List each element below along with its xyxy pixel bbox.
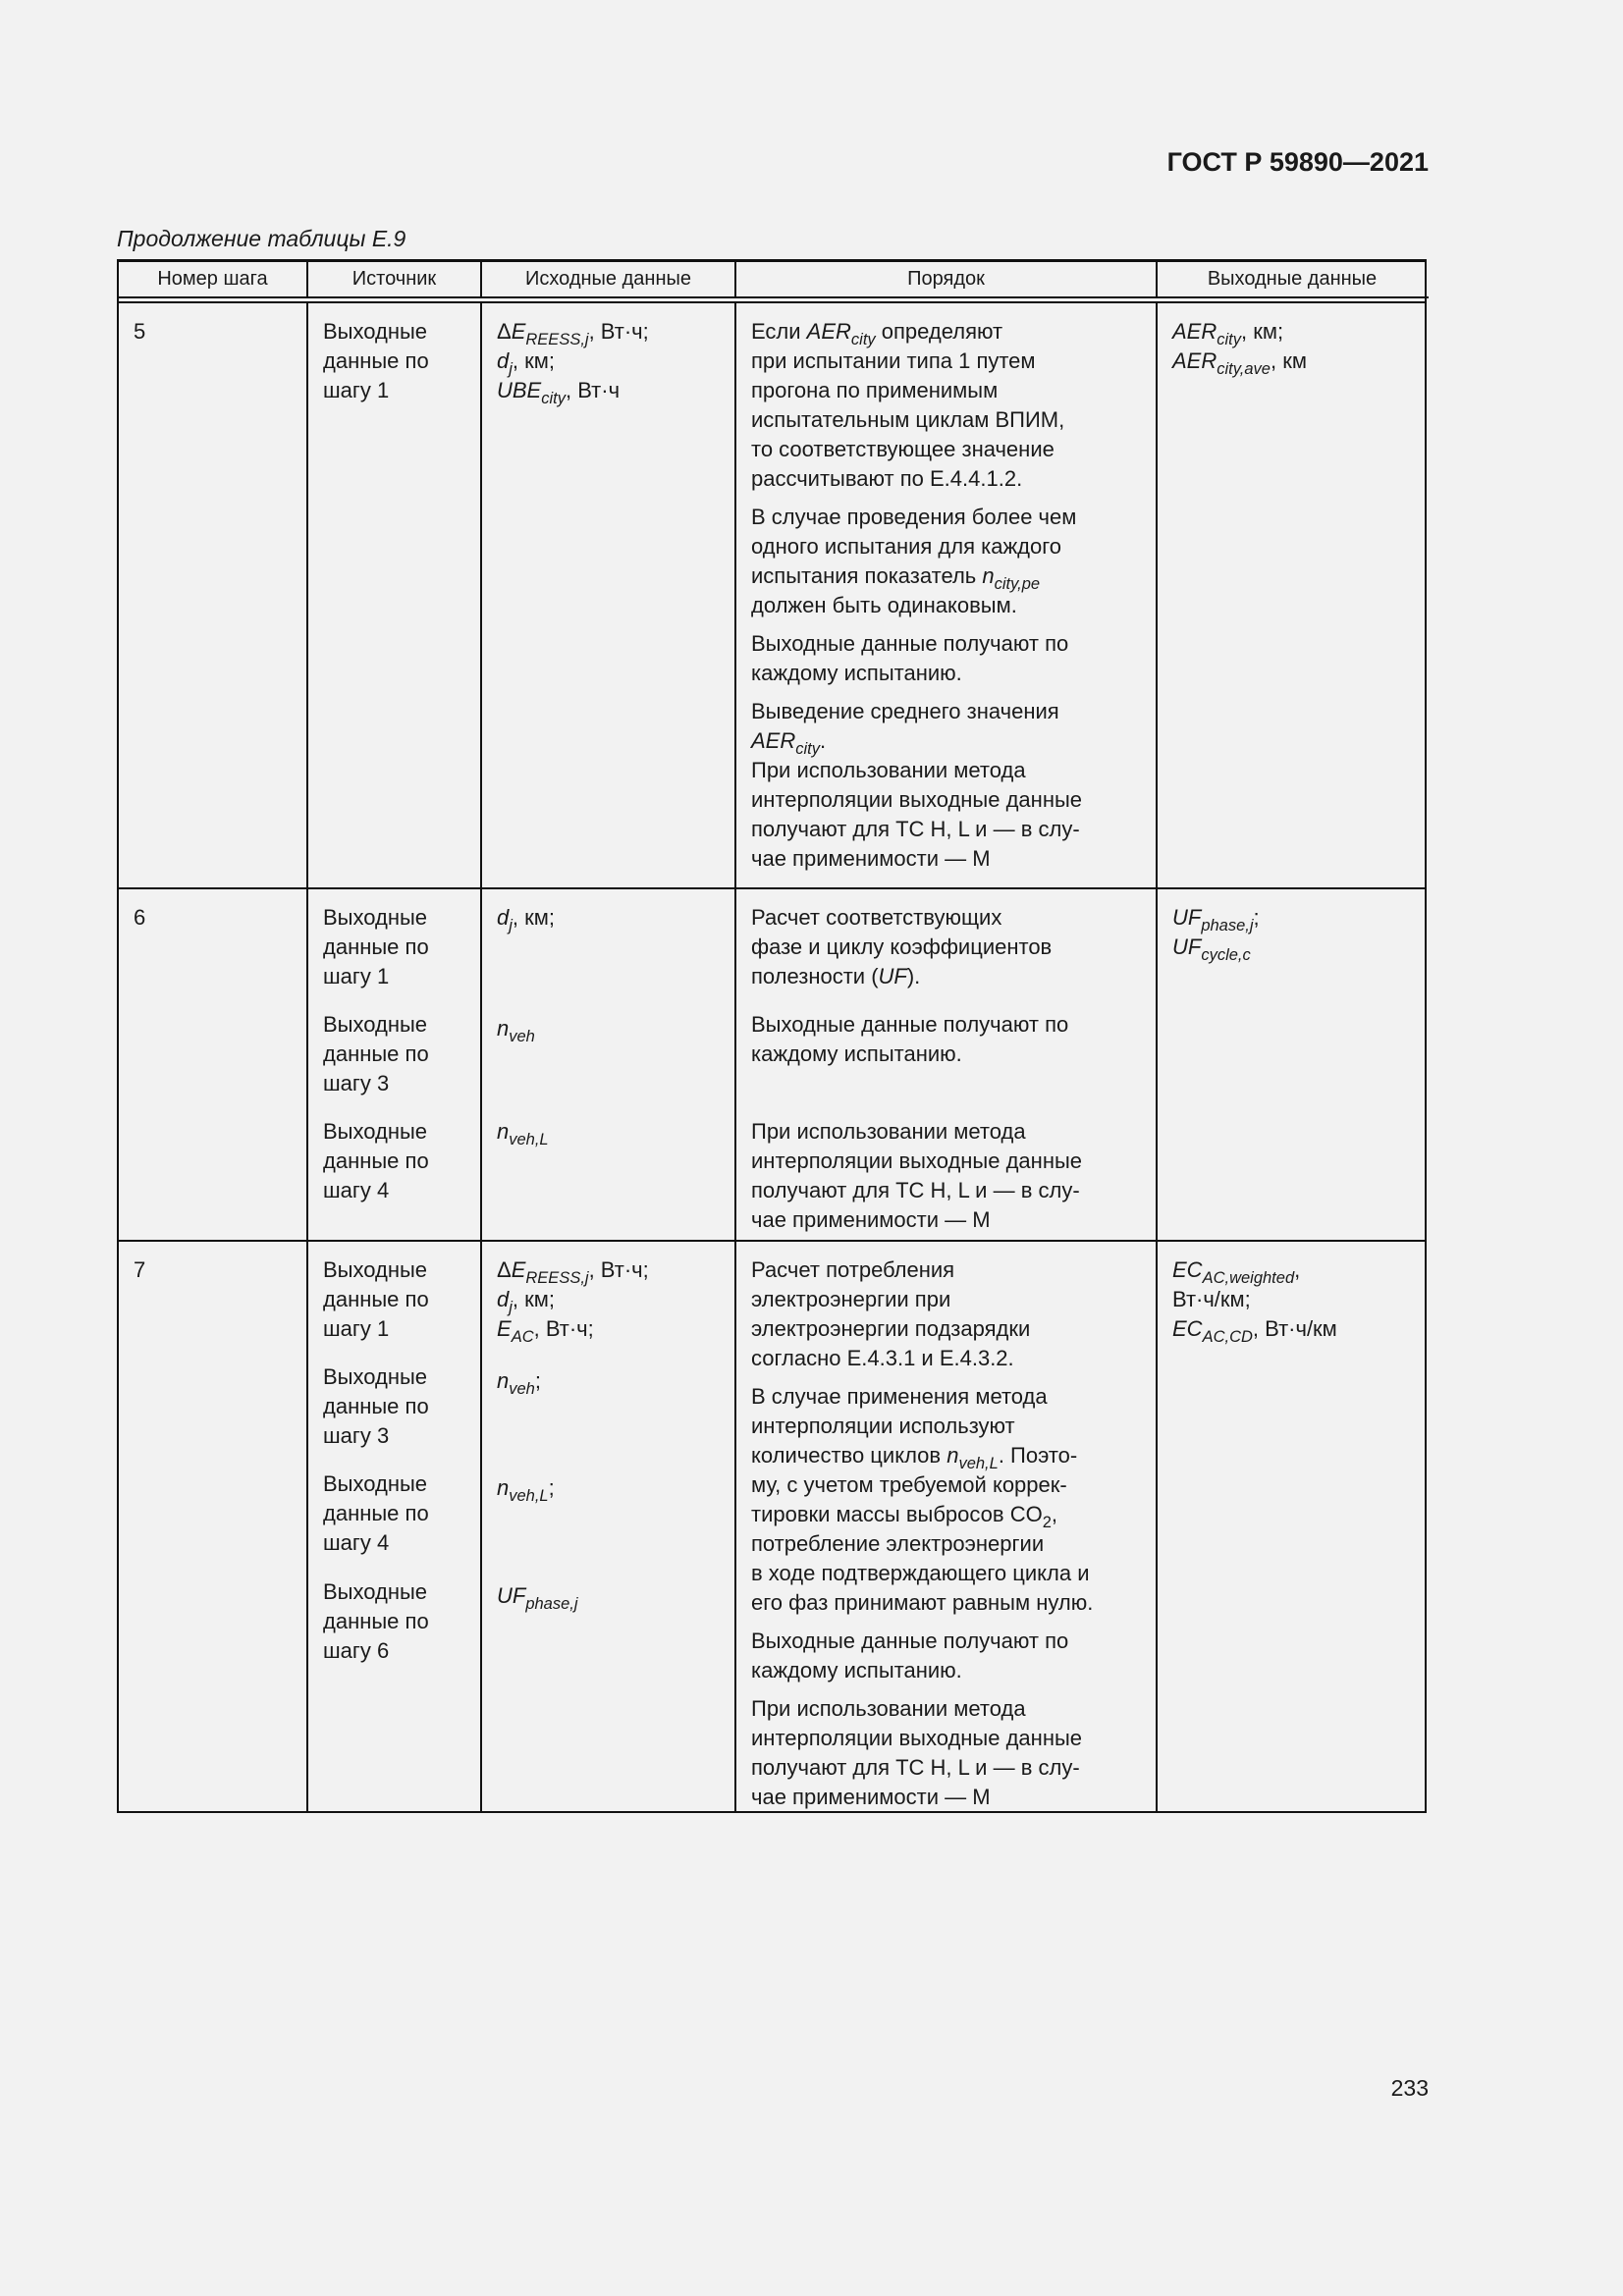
text-line: при испытании типа 1 путем bbox=[751, 348, 1036, 373]
text-line bbox=[497, 317, 727, 347]
subscript: phase,j bbox=[1201, 917, 1254, 935]
text-segment: испытания показатель bbox=[751, 563, 983, 588]
document-code: ГОСТ Р 59890—2021 bbox=[1166, 147, 1429, 177]
input-block bbox=[497, 1014, 727, 1046]
text-line: фазе и циклу коэффициентов bbox=[751, 934, 1053, 959]
text-segment: Δ bbox=[497, 319, 512, 344]
text-segment: d bbox=[497, 1287, 510, 1311]
text-line bbox=[497, 903, 727, 933]
text-line bbox=[497, 1014, 727, 1046]
subscript: cycle,c bbox=[1201, 946, 1251, 965]
source-block bbox=[323, 1117, 472, 1205]
text-line: Выходные bbox=[323, 1012, 428, 1037]
text-segment: n bbox=[982, 563, 995, 588]
text-line: получают для ТС H, L и — в слу- bbox=[751, 1178, 1080, 1202]
cell-output bbox=[1158, 889, 1427, 1240]
text-segment: , км; bbox=[512, 348, 556, 373]
subscript: veh bbox=[509, 1028, 535, 1046]
text-line: Выходные данные получают по bbox=[751, 1012, 1069, 1037]
text-segment: EC bbox=[1172, 1257, 1203, 1282]
text-line: шагу 3 bbox=[323, 1071, 390, 1095]
text-line: каждому испытанию. bbox=[751, 661, 962, 685]
text-segment: ; bbox=[1253, 905, 1260, 930]
input-block bbox=[497, 1473, 727, 1506]
text-line: каждому испытанию. bbox=[751, 1041, 962, 1066]
text-segment: , км; bbox=[512, 905, 556, 930]
subscript: j bbox=[509, 360, 513, 379]
text-line: шагу 4 bbox=[323, 1530, 390, 1555]
text-line bbox=[751, 561, 1148, 594]
text-line bbox=[497, 1581, 727, 1614]
subscript: city bbox=[541, 390, 566, 408]
header-divider bbox=[119, 296, 1429, 298]
text-line: чае применимости — M bbox=[751, 1207, 991, 1232]
text-segment: , bbox=[1294, 1257, 1301, 1282]
text-line: В случае проведения более чем bbox=[751, 505, 1077, 529]
procedure-block bbox=[751, 1382, 1148, 1618]
text-segment: UF bbox=[1172, 934, 1202, 959]
text-line: Выходные bbox=[323, 1119, 428, 1144]
column-header-source: Источник bbox=[308, 262, 482, 296]
text-segment: Δ bbox=[497, 1257, 512, 1282]
text-line: Выведение среднего значения bbox=[751, 699, 1059, 723]
subscript: AC,weighted bbox=[1202, 1269, 1295, 1288]
subscript: veh bbox=[509, 1380, 535, 1399]
text-segment: UF bbox=[497, 1583, 526, 1608]
procedure-block bbox=[751, 317, 1148, 494]
text-line: его фаз принимают равным нулю. bbox=[751, 1590, 1094, 1615]
cell-procedure bbox=[736, 1242, 1158, 1811]
cell-step bbox=[119, 889, 308, 1240]
output-block bbox=[1172, 903, 1419, 965]
input-block bbox=[497, 1255, 727, 1347]
column-header-procedure: Порядок bbox=[736, 262, 1158, 296]
text-segment: n bbox=[947, 1443, 959, 1468]
cell-source bbox=[308, 889, 482, 1240]
text-line bbox=[497, 1366, 727, 1399]
text-line: интерполяции используют bbox=[751, 1414, 1015, 1438]
text-line: шагу 6 bbox=[323, 1638, 390, 1663]
subscript: city bbox=[795, 740, 820, 759]
text-line: Расчет соответствующих bbox=[751, 905, 1002, 930]
input-block bbox=[497, 317, 727, 408]
column-header-step: Номер шага bbox=[119, 262, 308, 296]
text-line bbox=[497, 376, 727, 408]
procedure-block bbox=[751, 629, 1148, 688]
source-block bbox=[323, 1362, 472, 1451]
text-segment: , Вт·ч; bbox=[588, 319, 649, 344]
text-line: шагу 4 bbox=[323, 1178, 390, 1202]
procedure-block bbox=[751, 1694, 1148, 1812]
source-block bbox=[323, 317, 472, 405]
subscript: REESS,j bbox=[525, 1269, 589, 1288]
subscript: 2 bbox=[1042, 1514, 1052, 1532]
cell-procedure bbox=[736, 303, 1158, 887]
step-number: 5 bbox=[134, 319, 146, 344]
text-line: Выходные bbox=[323, 905, 428, 930]
subscript: AC bbox=[511, 1328, 534, 1347]
text-line: данные по bbox=[323, 1287, 429, 1311]
procedure-block bbox=[751, 1255, 1148, 1373]
text-segment: . Поэто- bbox=[998, 1443, 1078, 1468]
source-block bbox=[323, 1255, 472, 1344]
text-segment: UBE bbox=[497, 378, 542, 402]
text-line: потребление электроэнергии bbox=[751, 1531, 1045, 1556]
procedure-block bbox=[751, 503, 1148, 620]
text-segment: d bbox=[497, 905, 510, 930]
procedure-block bbox=[751, 1627, 1148, 1685]
text-line bbox=[1172, 903, 1419, 933]
text-segment: , км; bbox=[1241, 319, 1284, 344]
procedure-block bbox=[751, 1010, 1148, 1069]
subscript: veh,L bbox=[958, 1455, 999, 1473]
text-line: электроэнергии при bbox=[751, 1287, 951, 1311]
cell-input bbox=[482, 1242, 736, 1811]
text-line: должен быть одинаковым. bbox=[751, 593, 1017, 617]
subscript: city,pe bbox=[994, 575, 1041, 594]
output-block bbox=[1172, 317, 1419, 379]
text-line bbox=[497, 1285, 727, 1317]
text-line bbox=[497, 1255, 727, 1288]
source-block bbox=[323, 1577, 472, 1666]
table-row bbox=[117, 1242, 1427, 1813]
text-segment: ). bbox=[906, 964, 921, 988]
text-segment: AER bbox=[1172, 319, 1217, 344]
subscript: veh,L bbox=[509, 1131, 549, 1149]
text-line bbox=[1172, 1255, 1419, 1288]
text-line bbox=[751, 317, 1148, 347]
cell-step bbox=[119, 1242, 308, 1811]
text-line bbox=[751, 1500, 1148, 1532]
text-line: получают для ТС H, L и — в слу- bbox=[751, 817, 1080, 841]
text-line: данные по bbox=[323, 1394, 429, 1418]
text-line: согласно E.4.3.1 и E.4.3.2. bbox=[751, 1346, 1014, 1370]
text-segment: n bbox=[497, 1368, 510, 1393]
text-line bbox=[751, 726, 1148, 759]
subscript: city,ave bbox=[1217, 360, 1271, 379]
output-block bbox=[1172, 1255, 1419, 1347]
text-segment: AER bbox=[806, 319, 851, 344]
page-number: 233 bbox=[1390, 2075, 1429, 2101]
text-line: Выходные данные получают по bbox=[751, 631, 1069, 656]
text-segment: n bbox=[497, 1119, 510, 1144]
text-line: испытательным циклам ВПИМ, bbox=[751, 407, 1065, 432]
text-line: При использовании метода bbox=[751, 1119, 1026, 1144]
step-number: 7 bbox=[134, 1257, 146, 1282]
text-line: В случае применения метода bbox=[751, 1384, 1048, 1409]
text-segment: E bbox=[497, 1316, 512, 1341]
text-line: чае применимости — M bbox=[751, 1785, 991, 1809]
subscript: j bbox=[509, 1299, 513, 1317]
text-segment: тировки массы выбросов CO bbox=[751, 1502, 1043, 1526]
table-row bbox=[117, 889, 1427, 1242]
text-line: Расчет потребления bbox=[751, 1257, 955, 1282]
step-number: 6 bbox=[134, 905, 146, 930]
subscript: AC,CD bbox=[1202, 1328, 1253, 1347]
subscript: city bbox=[850, 331, 876, 349]
text-line: Выходные bbox=[323, 1579, 428, 1604]
subscript: veh,L bbox=[509, 1487, 549, 1506]
text-segment: определяют bbox=[875, 319, 1003, 344]
input-block bbox=[497, 1581, 727, 1614]
text-segment: AER bbox=[751, 728, 796, 753]
text-line bbox=[1172, 317, 1419, 347]
text-line: му, с учетом требуемой коррек- bbox=[751, 1472, 1067, 1497]
cell-source bbox=[308, 303, 482, 887]
procedure-block bbox=[751, 1117, 1148, 1235]
text-segment: , Вт·ч; bbox=[588, 1257, 649, 1282]
text-line bbox=[751, 1441, 1148, 1473]
procedure-block bbox=[751, 903, 1148, 991]
table-header bbox=[117, 259, 1427, 303]
text-line bbox=[1172, 933, 1419, 965]
text-segment: Если bbox=[751, 319, 807, 344]
text-segment: ; bbox=[548, 1475, 555, 1500]
text-line bbox=[497, 1117, 727, 1147]
text-line: шагу 3 bbox=[323, 1423, 390, 1448]
text-line bbox=[751, 962, 1148, 991]
text-line: шагу 1 bbox=[323, 1316, 390, 1341]
input-block bbox=[497, 1117, 727, 1147]
text-line: При использовании метода bbox=[751, 758, 1026, 782]
text-segment: . bbox=[820, 728, 827, 753]
text-segment: AER bbox=[1172, 348, 1217, 373]
text-line: в ходе подтверждающего цикла и bbox=[751, 1561, 1090, 1585]
text-line: При использовании метода bbox=[751, 1696, 1026, 1721]
text-segment: , Вт·ч/км bbox=[1252, 1316, 1337, 1341]
subscript: j bbox=[509, 917, 513, 935]
text-line: Выходные bbox=[323, 319, 428, 344]
text-line bbox=[497, 1314, 727, 1347]
cell-source bbox=[308, 1242, 482, 1811]
text-segment: d bbox=[497, 348, 510, 373]
text-segment: , км; bbox=[512, 1287, 556, 1311]
text-line: шагу 1 bbox=[323, 378, 390, 402]
text-line: данные по bbox=[323, 348, 429, 373]
text-line: интерполяции выходные данные bbox=[751, 1148, 1083, 1173]
procedure-block bbox=[751, 697, 1148, 874]
text-line: данные по bbox=[323, 1148, 429, 1173]
text-segment: , км bbox=[1270, 348, 1307, 373]
text-line: шагу 1 bbox=[323, 964, 390, 988]
text-line: интерполяции выходные данные bbox=[751, 787, 1083, 812]
text-line: данные по bbox=[323, 934, 429, 959]
source-block bbox=[323, 903, 472, 991]
text-line: каждому испытанию. bbox=[751, 1658, 962, 1682]
table-row bbox=[117, 303, 1427, 889]
text-line: то соответствующее значение bbox=[751, 437, 1055, 461]
subscript: phase,j bbox=[525, 1595, 578, 1614]
table-caption: Продолжение таблицы E.9 bbox=[117, 226, 406, 251]
cell-step bbox=[119, 303, 308, 887]
text-line: Выходные bbox=[323, 1257, 428, 1282]
text-line: Выходные данные получают по bbox=[751, 1629, 1069, 1653]
text-line: рассчитывают по E.4.4.1.2. bbox=[751, 466, 1023, 491]
text-segment: n bbox=[497, 1475, 510, 1500]
text-segment: , Вт·ч; bbox=[533, 1316, 594, 1341]
text-line: данные по bbox=[323, 1609, 429, 1633]
text-segment: EC bbox=[1172, 1316, 1203, 1341]
text-segment: , bbox=[1051, 1502, 1058, 1526]
text-segment: ; bbox=[534, 1368, 541, 1393]
cell-input bbox=[482, 303, 736, 887]
text-segment: количество циклов bbox=[751, 1443, 947, 1468]
text-segment: E bbox=[511, 319, 526, 344]
subscript: city bbox=[1217, 331, 1241, 349]
text-segment: E bbox=[511, 1257, 526, 1282]
column-header-input: Исходные данные bbox=[482, 262, 736, 296]
text-segment: n bbox=[497, 1016, 510, 1041]
text-line: интерполяции выходные данные bbox=[751, 1726, 1083, 1750]
text-line bbox=[1172, 1314, 1419, 1347]
text-line: Выходные bbox=[323, 1364, 428, 1389]
source-block bbox=[323, 1469, 472, 1558]
cell-input bbox=[482, 889, 736, 1240]
text-line: одного испытания для каждого bbox=[751, 534, 1062, 559]
text-line bbox=[497, 1473, 727, 1506]
text-line: Выходные bbox=[323, 1471, 428, 1496]
cell-output bbox=[1158, 1242, 1427, 1811]
text-line: данные по bbox=[323, 1041, 429, 1066]
text-line bbox=[497, 347, 727, 379]
text-line: прогона по применимым bbox=[751, 378, 999, 402]
text-segment: UF bbox=[878, 964, 907, 988]
text-line: электроэнергии подзарядки bbox=[751, 1316, 1031, 1341]
input-block bbox=[497, 903, 727, 933]
input-block bbox=[497, 1366, 727, 1399]
source-block bbox=[323, 1010, 472, 1098]
subscript: REESS,j bbox=[525, 331, 589, 349]
text-line: получают для ТС H, L и — в слу- bbox=[751, 1755, 1080, 1780]
cell-output bbox=[1158, 303, 1427, 887]
text-segment: полезности ( bbox=[751, 964, 879, 988]
text-line: данные по bbox=[323, 1501, 429, 1525]
text-segment: , Вт·ч bbox=[566, 378, 621, 402]
text-segment: UF bbox=[1172, 905, 1202, 930]
cell-procedure bbox=[736, 889, 1158, 1240]
column-header-output: Выходные данные bbox=[1207, 268, 1378, 290]
text-line: чае применимости — M bbox=[751, 846, 991, 871]
text-line: Вт·ч/км; bbox=[1172, 1287, 1251, 1311]
text-line bbox=[1172, 347, 1419, 379]
